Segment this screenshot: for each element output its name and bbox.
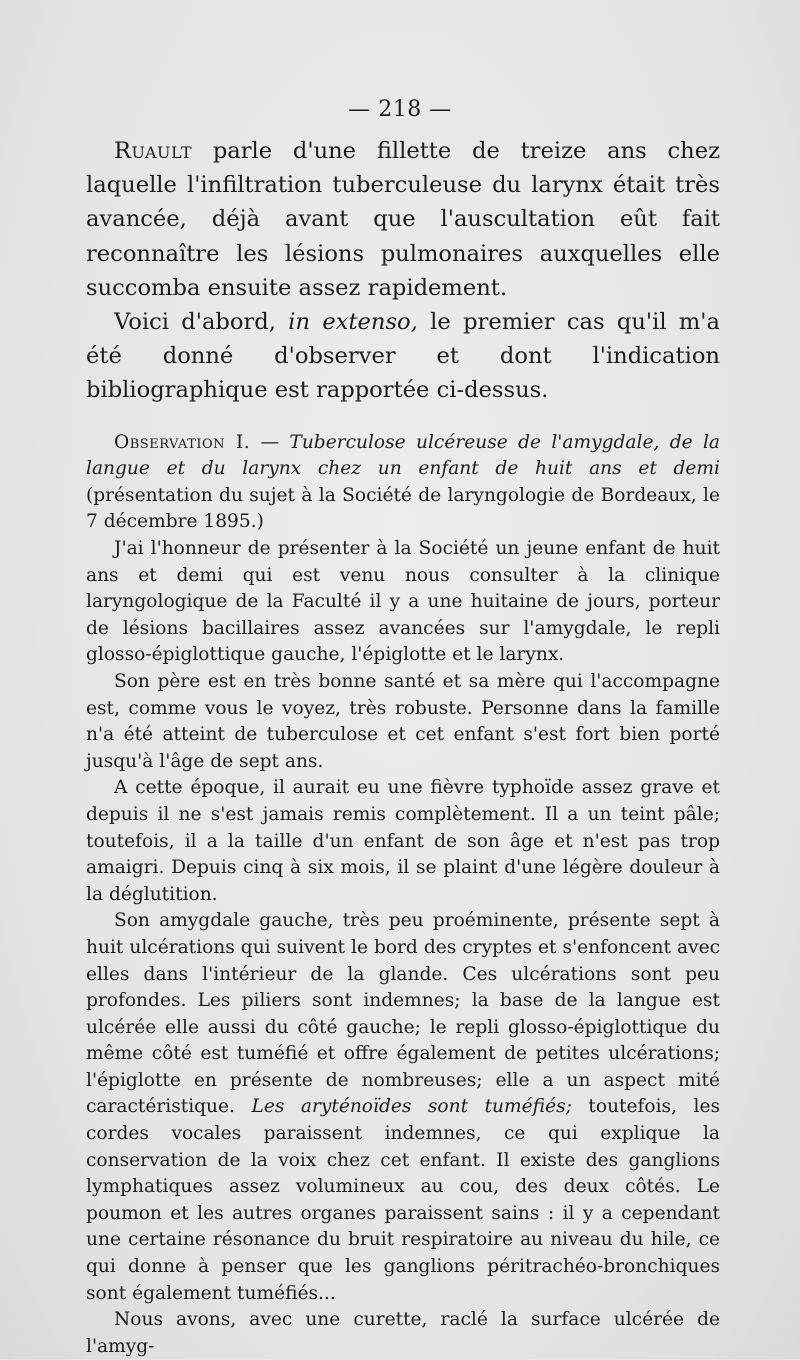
observation-paragraph-3: A cette époque, il aurait eu une fièvre typhoïde assez grave et depuis il ne s'est jamais remis complètement. Il a un teint pâle; toutefois, il a la taille d'un enfant de son âge et n'est pas trop amaigri. Depuis cinq à six mois, il se plaint d'une légère douleur à la déglutition. bbox=[86, 777, 720, 905]
observation-p4-italic: Les aryténoïdes sont tuméfiés; bbox=[251, 1096, 572, 1118]
observation-title: Tuberculose ulcéreuse de l'amygdale, de la langue et du larynx chez un enfant de huit ans et demi bbox=[86, 431, 720, 480]
observation-subtitle: (présentation du sujet à la Société de laryngologie de Bordeaux, le 7 décembre 1895.) bbox=[86, 484, 720, 533]
observation-heading bbox=[86, 430, 720, 536]
intro-p2-italic: in extenso, bbox=[288, 309, 418, 336]
observation-dash: — bbox=[260, 431, 280, 453]
intro-section bbox=[86, 134, 720, 408]
observation-section bbox=[86, 430, 720, 1360]
observation-paragraph-5: Nous avons, avec une curette, raclé la surface ulcérée de l'amyg- bbox=[86, 1309, 720, 1357]
observation-p4-start: Son amygdale gauche, très peu proéminente, présente sept à huit ulcérations qui suivent le bord des cryptes et s'enfoncent avec elles dans l'intérieur de la glande. Ces ulcérations sont peu profondes. Les piliers sont indemnes; la base de la langue est ulcérée elle aussi du côté gauche; le repli glosso-épiglottique du même côté est tuméfié et offre également de petites ulcérations; l'épiglotte en présente de nombreuses; elle a un aspect mité caractéristique. bbox=[86, 910, 720, 1118]
intro-p2-end: le premier cas qu'il m'a été donné d'observer et dont l'indication bibliographique est rapportée ci-dessus. bbox=[86, 309, 720, 404]
intro-paragraph-1-text: parle d'une fillette de treize ans chez laquelle l'infiltration tuberculeuse du larynx était très avancée, déjà avant que l'auscultation eût fait reconnaître les lésions pulmonaires auxquelles elle succomba ensuite assez rapidement. bbox=[86, 138, 720, 301]
observation-p4-end: toutefois, les cordes vocales paraissent indemnes, ce qui explique la conservation de la voix chez cet enfant. Il existe des ganglions lymphatiques assez volumineux au cou, des deux côtés. Le poumon et les autres organes paraissent sains : il y a cependant une certaine résonance du bruit respiratoire au niveau du hile, ce qui donne à penser que les ganglions péritrachéo-bronchiques sont également tuméfiés... bbox=[86, 1096, 720, 1304]
intro-paragraph-1 bbox=[86, 134, 720, 305]
intro-paragraph-2 bbox=[86, 305, 720, 408]
observation-label: Observation I. bbox=[114, 431, 251, 453]
page-number: — 218 — bbox=[348, 97, 452, 122]
observation-paragraph-4 bbox=[86, 908, 720, 1307]
intro-p2-start: Voici d'abord, bbox=[114, 309, 276, 336]
author-name: Ruault bbox=[114, 138, 193, 164]
observation-paragraph-1: J'ai l'honneur de présenter à la Société un jeune enfant de huit ans et demi qui est venu nous consulter à la clinique laryngologique de la Faculté il y a une huitaine de jours, porteur de lésions bacillaires assez avancées sur l'amygdale, le repli glosso-épiglottique gauche, l'épiglotte et le larynx. bbox=[86, 538, 720, 666]
observation-paragraph-2: Son père est en très bonne santé et sa mère qui l'accompagne est, comme vous le voyez, très robuste. Personne dans la famille n'a été atteint de tuberculose et cet enfant s'est fort bien porté jusqu'à l'âge de sept ans. bbox=[86, 670, 720, 772]
page-body bbox=[86, 134, 720, 1360]
